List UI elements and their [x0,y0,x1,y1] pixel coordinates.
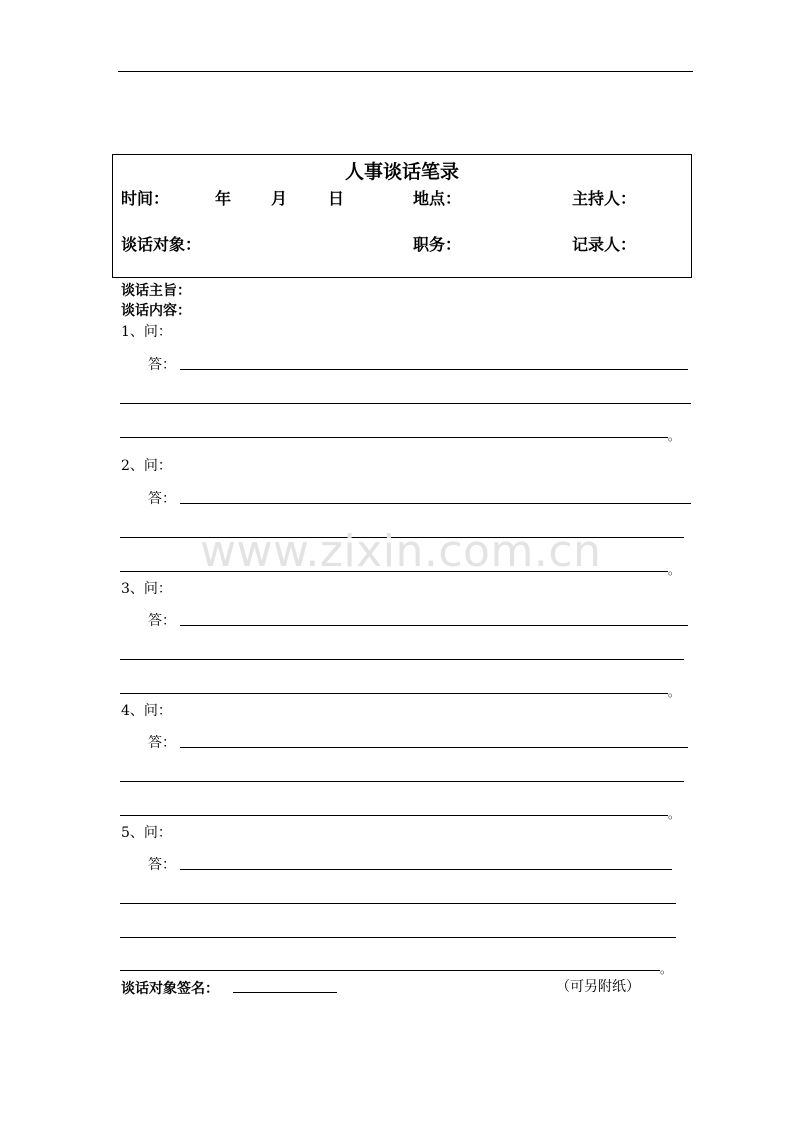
month-label: 月 [271,189,288,208]
purpose-label: 谈话主旨： [121,283,191,299]
answer-5-line-4[interactable] [120,970,660,971]
top-rule [118,71,693,72]
host-label: 主持人： [572,189,637,208]
answer-3-line-1[interactable] [180,625,688,626]
question-4-label: 4、问： [121,703,172,719]
answer-3-label: 答： [148,613,176,629]
answer-1-line-1[interactable] [180,369,688,370]
answer-2-period: 。 [668,563,681,577]
recorder-label: 记录人： [572,235,637,254]
location-label: 地点： [413,189,462,208]
answer-5-line-1[interactable] [180,869,672,870]
answer-2-line-1[interactable] [180,503,691,504]
page-title: 人事谈话笔录 [344,161,459,183]
answer-1-line-2[interactable] [120,403,691,404]
year-label: 年 [215,189,232,208]
answer-5-line-2[interactable] [120,903,676,904]
answer-3-line-2[interactable] [120,659,684,660]
answer-3-line-3[interactable] [120,693,668,694]
question-1-label: 1、问： [121,324,172,340]
question-2-label: 2、问： [121,458,172,474]
answer-4-line-1[interactable] [180,747,688,748]
answer-5-period: 。 [660,962,673,976]
answer-3-period: 。 [668,685,681,699]
attach-note: （可另附纸） [556,979,640,995]
watermark: www.zixin.com.cn [200,526,602,577]
answer-1-period: 。 [668,429,681,443]
answer-1-line-3[interactable] [120,437,668,438]
signature-label: 谈话对象签名： [121,981,219,997]
answer-1-label: 答： [148,357,176,373]
answer-4-line-2[interactable] [120,781,684,782]
answer-4-label: 答： [148,735,176,751]
answer-5-line-3[interactable] [120,937,676,938]
interviewee-label: 谈话对象： [121,235,202,254]
content-label: 谈话内容： [121,303,191,319]
question-3-label: 3、问： [121,581,172,597]
answer-5-label: 答： [148,857,176,873]
answer-4-period: 。 [668,807,681,821]
question-5-label: 5、问： [121,825,172,841]
answer-4-line-3[interactable] [120,815,668,816]
time-label: 时间： [121,189,170,208]
day-label: 日 [328,189,345,208]
signature-line[interactable] [233,992,337,993]
answer-2-label: 答： [148,491,176,507]
position-label: 职务： [413,235,462,254]
